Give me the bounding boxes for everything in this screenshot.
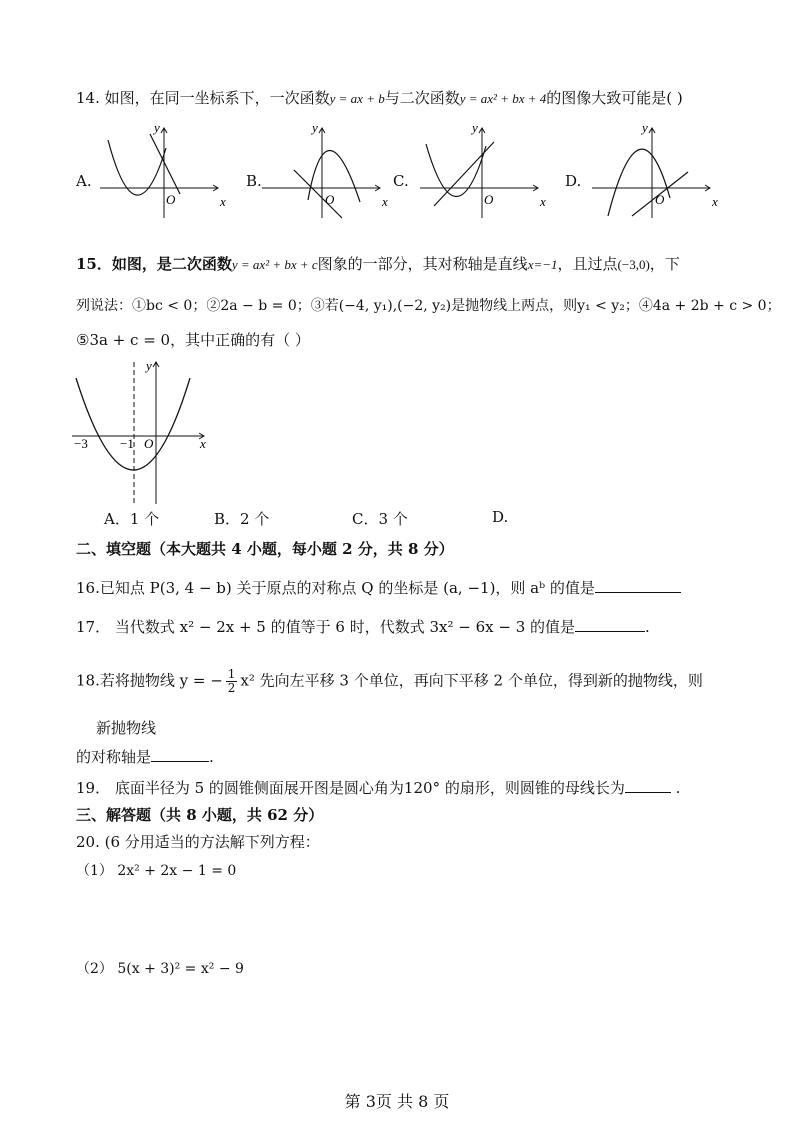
origin-label: O <box>144 436 154 451</box>
q14-quadratic-func: y = ax² + bx + 4 <box>459 91 547 106</box>
q14-option-d-label: D. <box>565 172 582 190</box>
y-label: y <box>312 120 318 135</box>
origin-label: O <box>325 192 335 207</box>
q14-graph-d-svg <box>592 118 722 218</box>
q15-text-mid: 图象的一部分，其对称轴是直线 <box>317 255 528 273</box>
q19-line: 19． 底面半径为 5 的圆锥侧面展开图是圆心角为120° 的扇形，则圆锥的母线长为 . <box>76 779 681 797</box>
q18-line-2: 新抛物线 <box>96 719 157 737</box>
q15-axis-line: x=−1 <box>527 257 558 272</box>
linear-line <box>294 170 342 218</box>
q15-text-end: ，下 <box>649 255 680 273</box>
q18-frac-den: 2 <box>227 681 236 695</box>
q14-graph-b <box>262 118 392 218</box>
q14-text-mid: 与二次函数 <box>384 89 460 107</box>
q15-option-d: D. <box>492 508 509 526</box>
q14-option-b-label: B. <box>246 172 262 190</box>
q18-fraction <box>226 668 238 695</box>
q18-frac-num: 1 <box>227 667 236 681</box>
parabola-curve <box>76 378 190 470</box>
q15-option-b: B．2 个 <box>214 510 270 528</box>
x-label: x <box>200 436 206 451</box>
q17-text: 17． 当代数式 x² − 2x + 5 的值等于 6 时，代数式 3x² − 6x − 3 的值是 <box>76 618 576 636</box>
section-3-heading: 三、解答题（共 8 小题，共 62 分） <box>76 806 324 824</box>
q15-point: (−3,0) <box>617 257 650 272</box>
parabola-curve <box>426 144 486 197</box>
q14-option-c-label: C. <box>393 172 409 190</box>
q15-text-suffix: ，且过点 <box>557 255 618 273</box>
q15-line-2: 列说法：①bc < 0；②2a − b = 0；③若(−4, y₁),(−2, y₂)是抛物线上两点，则y₁ < y₂；④4a + 2b + c > 0； <box>76 298 781 314</box>
q18-text-suffix: x² 先向左平移 3 个单位，再向下平移 2 个单位，得到新的抛物线，则 <box>240 671 703 690</box>
q18-answer-blank[interactable] <box>151 747 209 762</box>
q14-text-prefix: 14. 如图，在同一坐标系下，一次函数 <box>76 89 330 107</box>
q14-text-suffix: 的图像大致可能是( ) <box>546 89 683 107</box>
origin-label: O <box>166 192 176 207</box>
q15-option-a: A．1 个 <box>104 510 160 528</box>
q18-text-prefix: 18.若将抛物线 y = − <box>76 671 223 690</box>
neg1-label: −1 <box>120 436 134 451</box>
q14-graph-c <box>420 118 550 218</box>
q16-text: 16.已知点 P(3, 4 − b) 关于原点的对称点 Q 的坐标是 (a, −1)，则 aᵇ 的值是 <box>76 579 595 597</box>
neg3-label: −3 <box>74 436 88 451</box>
q20-part-1: （1） 2x² + 2x − 1 = 0 <box>76 863 237 879</box>
x-label: x <box>712 194 718 209</box>
x-label: x <box>220 194 226 209</box>
q20-stem: 20. (6 分用适当的方法解下列方程： <box>76 833 320 851</box>
q14-option-a-label: A. <box>76 172 92 190</box>
y-label: y <box>146 358 152 373</box>
q16-line <box>76 578 681 598</box>
origin-label: O <box>655 192 665 207</box>
origin-label: O <box>484 192 494 207</box>
q15-text-prefix: 15．如图，是二次函数 <box>76 255 232 273</box>
q15-graph-svg <box>72 356 222 504</box>
q18-line-1 <box>76 668 703 695</box>
page-footer: 第 3页 共 8 页 <box>344 1092 450 1111</box>
q14-linear-func: y = ax + b <box>329 91 385 106</box>
q15-line-1 <box>76 254 680 275</box>
y-label: y <box>642 120 648 135</box>
x-label: x <box>540 194 546 209</box>
q17-line: 17． 当代数式 x² − 2x + 5 的值等于 6 时，代数式 3x² − 6x − 3 的值是 . <box>76 618 650 636</box>
q18-text-line3: 的对称轴是 <box>76 748 152 766</box>
q16-answer-blank[interactable] <box>595 578 681 593</box>
q19-text: 19． 底面半径为 5 的圆锥侧面展开图是圆心角为120° 的扇形，则圆锥的母线长为 <box>76 779 625 797</box>
q18-line-3: 的对称轴是 . <box>76 748 214 766</box>
q14-graph-b-svg <box>262 118 392 218</box>
q17-answer-blank[interactable] <box>575 617 645 632</box>
q15-graph <box>72 356 222 504</box>
q15-option-c: C．3 个 <box>352 510 408 528</box>
q14-stem <box>76 88 683 109</box>
y-label: y <box>472 120 478 135</box>
q14-graph-d <box>592 118 722 218</box>
q19-answer-blank[interactable] <box>625 778 671 793</box>
section-2-heading: 二、填空题（本大题共 4 小题，每小题 2 分，共 8 分） <box>76 540 454 558</box>
q14-graph-c-svg <box>420 118 550 218</box>
q14-graph-a-svg <box>100 118 230 218</box>
x-label: x <box>382 194 388 209</box>
q15-quadratic-func: y = ax² + bx + c <box>231 257 318 272</box>
q20-part-2: （2） 5(x + 3)² = x² − 9 <box>76 961 244 977</box>
linear-line <box>150 134 180 194</box>
y-label: y <box>154 120 160 135</box>
q14-graph-a <box>100 118 230 218</box>
q15-line-3: ⑤3a + c = 0，其中正确的有（ ） <box>76 331 310 349</box>
